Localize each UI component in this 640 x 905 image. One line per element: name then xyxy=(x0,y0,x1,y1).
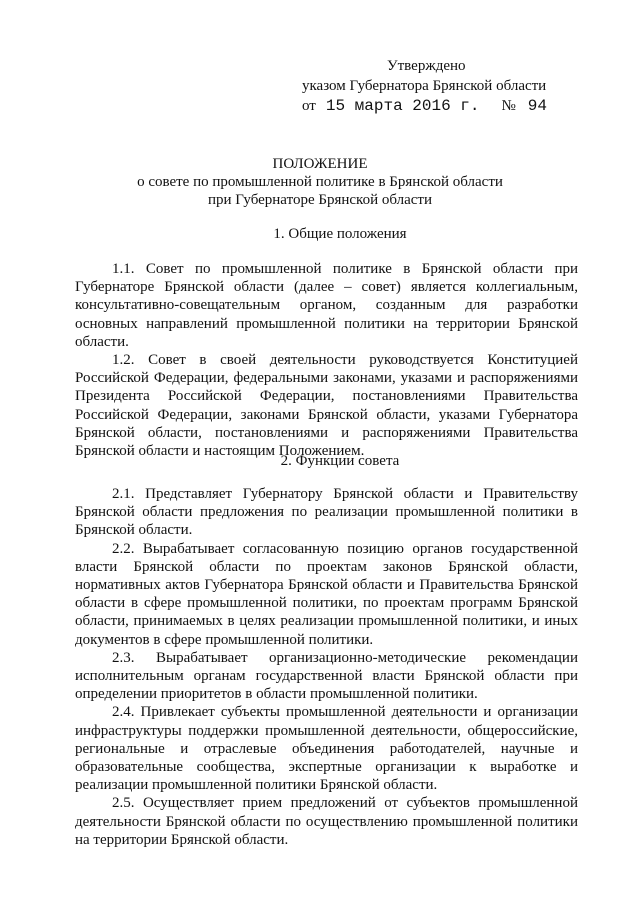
approval-authority: указом Губернатора Брянской области xyxy=(302,78,547,94)
title-subtitle-1: о совете по промышленной политике в Брянской области xyxy=(137,174,503,190)
approval-label: Утверждено xyxy=(387,58,466,74)
section-2-heading: 2. Функции совета xyxy=(280,453,400,469)
paragraph-2-5: 2.5. Осуществляет прием предложений от субъектов промышленной деятельности Брянской области по осуществлению промышленной политики на территории Брянской области. xyxy=(75,795,578,848)
section-1-body xyxy=(75,260,578,460)
paragraph-1-1: 1.1. Совет по промышленной политике в Брянской области при Губернаторе Брянской области (далее – совет) является коллегиальным, консультативно-совещательным органом, созданным для разработки основных направлений промышленной политики на территории Брянской области. xyxy=(75,261,578,350)
document-title xyxy=(0,155,640,209)
section-2-body xyxy=(75,485,578,849)
title-subtitle-2: при Губернаторе Брянской области xyxy=(207,192,432,208)
approval-number: 94 xyxy=(527,97,547,115)
approval-date: 15 марта 2016 г. xyxy=(325,97,480,115)
paragraph-2-1: 2.1. Представляет Губернатору Брянской области и Правительству Брянской области предложения по реализации промышленной политики в Брянской области. xyxy=(75,486,578,539)
paragraph-2-4: 2.4. Привлекает субъекты промышленной деятельности и организации инфраструктуры поддержки промышленной деятельности, общероссийские, региональные и отраслевые объединения работодателей, научные и образовательные сообщества, экспертные организации к выработке и реализации промышленной политики Брянской области. xyxy=(75,704,578,794)
approval-date-line xyxy=(302,96,602,116)
approval-number-sign: № xyxy=(501,98,516,114)
section-1-heading: 1. Общие положения xyxy=(273,226,407,242)
title-main: ПОЛОЖЕНИЕ xyxy=(272,156,368,172)
approval-stamp xyxy=(302,56,602,116)
paragraph-1-2: 1.2. Совет в своей деятельности руководствуется Конституцией Российской Федерации, федеральными законами, указами и распоряжениями Президента Российской Федерации, постановлениями Правительства Российской Федерации, законами Брянской области, указами Губернатора Брянской области, постановлениями и распоряжениями Правительства Брянской области и настоящим Положением. xyxy=(75,352,578,460)
paragraph-2-2: 2.2. Вырабатывает согласованную позицию органов государственной власти Брянской области по проектам законов Брянской области, нормативных актов Губернатора Брянской области и Правительства Брянской области в сфере промышленной политики, по проектам программ Брянской области, принимаемых в целях реализации промышленной политики, и иных документов в сфере промышленной политики. xyxy=(75,540,578,648)
approval-ot: от xyxy=(302,98,316,114)
paragraph-2-3: 2.3. Вырабатывает организационно-методические рекомендации исполнительным органам государственной власти Брянской области при определении приоритетов в области промышленной политики. xyxy=(75,649,578,703)
